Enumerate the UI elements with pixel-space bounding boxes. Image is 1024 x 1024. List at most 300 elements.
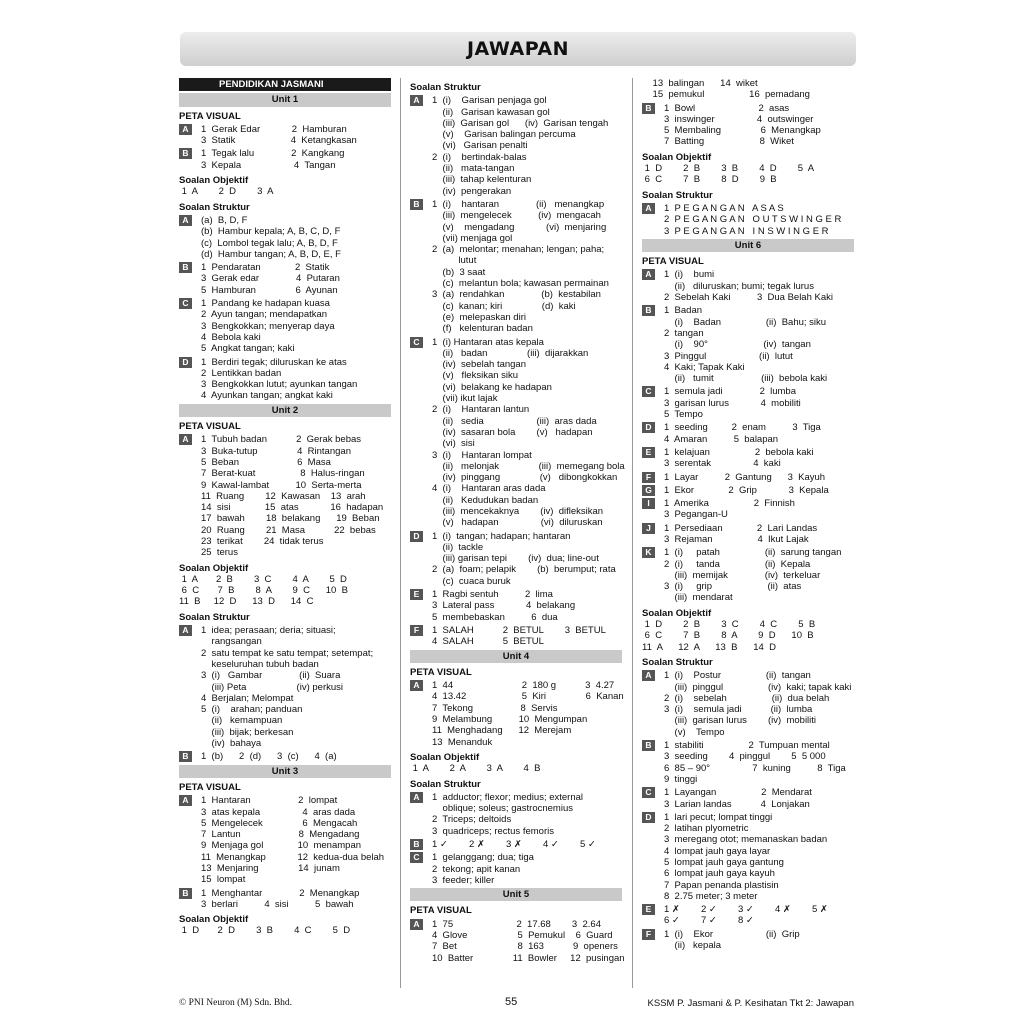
answer-group: [179, 357, 391, 402]
section-letter-badge: K: [642, 547, 655, 558]
answer-group: [410, 792, 622, 837]
answer-row: 11 B 12 D 13 D 14 C: [179, 596, 314, 608]
answer-group: [642, 498, 854, 521]
answer-row: 3 serentak 4 kaki: [664, 458, 781, 470]
answer-row: (iv) sasaran bola (v) hadapan: [432, 426, 593, 438]
answer-row: 2 Sebelah Kaki 3 Dua Belah Kaki: [664, 292, 833, 304]
answer-row: 4 Amaran 5 balapan: [664, 433, 779, 445]
answer-row: 3 Pinggul (ii) lutut: [664, 350, 793, 362]
section-heading: PETA VISUAL: [410, 666, 472, 678]
section-letter-badge: A: [642, 269, 655, 280]
answer-row: 2 tekong; apit kanan: [432, 863, 521, 875]
section-heading: Soalan Struktur: [642, 656, 713, 668]
answer-row: (ii) badan (iii) dijarakkan: [432, 347, 589, 359]
answer-row: 9 Kawal-lambat 10 Serta-merta: [201, 479, 362, 491]
answer-row: (iii) pinggul (iv) kaki; tapak kaki: [664, 681, 852, 693]
answer-row: 1 44 2 180 g 3 4.27: [432, 680, 615, 692]
answer-row: 3 (a) rendahkan (b) kestabilan: [432, 289, 601, 301]
answer-row: 6 ✓ 7 ✓ 8 ✓: [664, 915, 754, 927]
footer-book-title: KSSM P. Jasmani & P. Kesihatan Tkt 2: Jawapan: [647, 998, 854, 1009]
unit-heading: Unit 1: [179, 93, 391, 106]
answer-row: 2 satu tempat ke satu tempat; setempat;: [201, 647, 374, 659]
answer-row: 1 P E G A N G A N A S A S: [664, 202, 784, 214]
answer-row: (iii) mengelecek (iv) mengacah: [432, 210, 601, 222]
section-letter-badge: A: [642, 203, 655, 214]
answer-row: 5 lompat jauh gaya gantung: [664, 857, 784, 868]
answer-row: 3 Pegangan-U: [664, 509, 728, 521]
answer-group: [179, 262, 391, 296]
section-letter-badge: C: [410, 337, 423, 348]
answer-row: 1 Tubuh badan 2 Gerak bebas: [201, 434, 362, 446]
answer-row: 1 (i) hantaran (ii) menangkap: [432, 198, 605, 210]
answer-row: 2 (i) tanda (ii) Kepala: [664, 558, 811, 570]
answer-row: 1 Tegak lalu 2 Kangkang: [201, 148, 345, 160]
section-letter-badge: A: [410, 919, 423, 930]
section-letter-badge: J: [642, 523, 655, 534]
answer-row: 1 ✗ 2 ✓ 3 ✓ 4 ✗ 5 ✗: [664, 904, 828, 916]
section-letter-badge: A: [642, 670, 655, 681]
answer-row: (ii) Garisan kawasan gol: [432, 106, 550, 118]
answer-row: 10 Batter 11 Bowler 12 pusingan: [432, 952, 625, 964]
answer-row: 3 Rejaman 4 Ikut Lajak: [664, 533, 809, 545]
section-letter-badge: B: [179, 751, 192, 762]
answer-row: 5 Tempo: [664, 409, 703, 421]
answer-group: [642, 670, 854, 738]
answer-row: 7 Batting 8 Wiket: [664, 136, 794, 148]
section-heading: PETA VISUAL: [410, 905, 472, 917]
answer-row: 4 13.42 5 Kiri 6 Kanan: [432, 691, 624, 703]
section-letter-badge: D: [179, 357, 192, 368]
answer-group: [179, 148, 391, 171]
answer-row: 7 Bet 8 163 9 openers: [432, 941, 618, 953]
answer-group: [410, 625, 622, 648]
answer-row: 13 Menjaring 14 junam: [201, 863, 340, 874]
answer-row: (v) mengadang (vi) menjaring: [432, 221, 607, 233]
answer-group: [410, 336, 625, 529]
answer-group: [410, 680, 622, 748]
answer-row: 1 (i) Postur (ii) tangan: [664, 670, 811, 682]
section-letter-badge: A: [410, 792, 423, 803]
answer-row: (iii) garisan tepi (iv) dua; line-out: [432, 553, 599, 565]
answer-group: [410, 95, 622, 197]
answer-row: 11 Menangkap 12 kedua-dua belah: [201, 851, 385, 863]
unit-heading: Unit 2: [179, 404, 391, 417]
section-heading: Soalan Objektif: [179, 914, 249, 926]
answer-row: (ii) sedia (iii) aras dada: [432, 415, 597, 427]
answer-row: 2 tangan: [664, 327, 704, 339]
answer-row: 1 D 2 B 3 C 4 C 5 B: [642, 619, 816, 631]
answer-group: [642, 787, 854, 810]
answer-group: [642, 547, 854, 603]
answer-row: 3 quadriceps; rectus femoris: [432, 825, 554, 837]
section-letter-badge: B: [642, 305, 655, 316]
answer-row: (iii) mencekaknya (iv) difleksikan: [432, 505, 604, 517]
answer-row: 6 lompat jauh gaya kayuh: [664, 868, 775, 880]
answer-row: 3 Bengkokkan lutut; ayunkan tangan: [201, 379, 358, 391]
answer-row: 4 (i) Hantaran aras dada: [432, 483, 546, 495]
answer-row: oblique; soleus; gastrocnemius: [432, 803, 573, 815]
answer-row: 1 Berdiri tegak; diluruskan ke atas: [201, 356, 347, 368]
answer-row: 25 terus: [201, 547, 238, 559]
answer-row: (vi) Garisan penalti: [432, 140, 528, 152]
answer-row: 5 Hamburan 6 Ayunan: [201, 284, 338, 296]
section-letter-badge: C: [642, 386, 655, 397]
answer-row: 1 D 2 B 3 B 4 D 5 A: [642, 163, 815, 175]
answer-row: 2 (i) Hantaran lantun: [432, 404, 530, 416]
answer-group: [642, 929, 854, 952]
answer-row: (i) 90° (iv) tangan: [664, 339, 811, 351]
answer-row: (iv) pinggang (v) dibongkokkan: [432, 472, 618, 484]
section-heading: Soalan Objektif: [410, 751, 480, 763]
answer-row: (iv) sebelah tangan: [432, 359, 526, 371]
section-letter-badge: D: [410, 531, 423, 542]
section-letter-badge: A: [179, 625, 192, 636]
answer-row: (a) B, D, F: [201, 214, 248, 226]
answer-row: 7 Berat-kuat 8 Halus-ringan: [201, 468, 365, 480]
column-divider: [400, 78, 401, 988]
answer-group: [410, 852, 622, 886]
unit-heading: Unit 5: [410, 888, 622, 901]
answer-row: (v) hadapan (vi) diluruskan: [432, 517, 603, 529]
section-letter-badge: B: [179, 262, 192, 273]
answer-group: [179, 625, 391, 749]
answer-row: 3 berlari 4 sisi 5 bawah: [201, 898, 354, 910]
answer-row: 3 (i) Hantaran lompat: [432, 449, 532, 461]
answer-row: 7 Papan penanda plastisin: [664, 879, 779, 891]
answer-row: 3 (i) grip (ii) atas: [664, 581, 802, 593]
answer-row: (vi) belakang ke hadapan: [432, 381, 552, 393]
section-letter-badge: C: [410, 852, 423, 863]
answer-row: 6 C 7 B 8 D 9 B: [642, 174, 777, 186]
section-heading: Soalan Objektif: [642, 151, 712, 163]
section-letter-badge: F: [642, 929, 655, 940]
answer-row: 3 Statik 4 Ketangkasan: [201, 135, 357, 147]
answer-row: (v) fleksikan siku: [432, 370, 519, 382]
answer-group: [179, 751, 391, 762]
answer-row: 1 Ragbi sentuh 2 lima: [432, 589, 553, 601]
answer-row: 1 Hantaran 2 lompat: [201, 795, 338, 807]
section-letter-badge: A: [410, 95, 423, 106]
answer-row: lutut: [432, 255, 477, 267]
answer-row: 1 ✓ 2 ✗ 3 ✗ 4 ✓ 5 ✓: [432, 839, 596, 850]
answer-row: 4 Bebola kaki: [201, 331, 261, 343]
answer-row: 4 lompat jauh gaya layar: [664, 845, 771, 857]
answer-group: [642, 203, 854, 237]
section-letter-badge: B: [642, 103, 655, 114]
answer-row: 1 (i) patah (ii) sarung tangan: [664, 547, 842, 559]
answer-row: 2 Ayun tangan; mendapatkan: [201, 309, 328, 321]
answer-row: 3 Lateral pass 4 belakang: [432, 600, 576, 612]
answer-column-2: [410, 78, 625, 964]
answer-row: 6 85 – 90° 7 kuning 8 Tiga: [664, 762, 846, 774]
answer-row: (b) 3 saat: [432, 266, 486, 278]
answer-row: 4 Kaki; Tapak Kaki: [664, 361, 745, 373]
answer-row: 2 P E G A N G A N O U T S W I N G E R: [664, 214, 842, 226]
answer-row: (c) kanan; kiri (d) kaki: [432, 300, 576, 312]
answer-row: 3 (i) Gambar (ii) Suara: [201, 670, 341, 682]
answer-group: [410, 199, 622, 335]
answer-row: (ii) mata-tangan: [432, 163, 515, 175]
answer-row: 3 meregang otot; memanaskan badan: [664, 834, 828, 846]
answer-group: [642, 447, 854, 470]
section-letter-badge: A: [179, 215, 192, 226]
section-letter-badge: D: [642, 812, 655, 823]
answer-row: (iii) memijak (iv) terkeluar: [664, 569, 821, 581]
answer-row: 1 A 2 B 3 C 4 A 5 D: [179, 573, 347, 585]
answer-row: keseluruhan tubuh badan: [201, 658, 319, 670]
section-letter-badge: F: [410, 625, 423, 636]
footer-copyright: © PNI Neuron (M) Sdn. Bhd.: [179, 998, 293, 1008]
answer-row: 1 semula jadi 2 lumba: [664, 386, 797, 398]
section-letter-badge: E: [642, 447, 655, 458]
answer-row: 11 A 12 A 13 B 14 D: [642, 641, 776, 653]
answer-group: [179, 215, 391, 260]
answer-row: 1 gelanggang; dua; tiga: [432, 852, 534, 864]
answer-row: (e) melepaskan diri: [432, 311, 526, 323]
answer-row: (vii) menjaga gol: [432, 232, 513, 244]
answer-row: (ii) melonjak (iii) memegang bola: [432, 460, 625, 472]
section-heading: Soalan Struktur: [179, 201, 250, 213]
answer-row: 1 Badan: [664, 305, 703, 317]
answer-row: (iii) Garisan gol (iv) Garisan tengah: [432, 117, 609, 129]
answer-row: 3 Larian landas 4 Lonjakan: [664, 798, 810, 810]
section-heading: PETA VISUAL: [179, 781, 241, 793]
answer-group: [642, 812, 854, 902]
answer-row: 6 C 7 B 8 A 9 C 10 B: [179, 585, 348, 597]
answer-row: 1 Layangan 2 Mendarat: [664, 787, 812, 799]
section-letter-badge: B: [179, 888, 192, 899]
answer-row: 5 Membaling 6 Menangkap: [664, 125, 821, 137]
section-heading: PETA VISUAL: [179, 421, 241, 433]
section-heading: Soalan Objektif: [179, 562, 249, 574]
answer-row: (ii) diluruskan; bumi; tegak lurus: [664, 280, 814, 292]
answer-row: 5 membebaskan 6 dua: [432, 611, 558, 623]
answer-row: 15 pemukul 16 pemadang: [642, 89, 810, 101]
section-letter-badge: A: [410, 680, 423, 691]
answer-row: 9 tinggi: [664, 773, 698, 785]
section-letter-badge: E: [642, 904, 655, 915]
answer-row: 9 Menjaga gol 10 menampan: [201, 840, 362, 852]
answer-row: 3 seeding 4 pinggul 5 5 000: [664, 751, 826, 763]
subject-heading: PENDIDIKAN JASMANI: [179, 78, 391, 91]
answer-row: rangsangan: [201, 636, 262, 648]
answer-row: (vii) ikut lajak: [432, 393, 498, 405]
answer-row: 1 lari pecut; lompat tinggi: [664, 811, 773, 823]
answer-group: [410, 918, 625, 964]
answer-row: 1 A 2 A 3 A 4 B: [410, 763, 541, 775]
answer-row: 14 sisi 15 atas 16 hadapan: [201, 502, 384, 514]
answer-row: (c) Lombol tegak lalu; A, B, D, F: [201, 237, 338, 249]
answer-group: [642, 904, 854, 927]
answer-row: 1 idea; perasaan; deria; situasi;: [201, 625, 336, 637]
answer-group: [410, 531, 622, 587]
answer-row: 1 adductor; flexor; medius; external: [432, 791, 584, 803]
answer-row: 1 (i) bumi: [664, 269, 715, 281]
page-number: 55: [505, 996, 518, 1008]
answer-row: 1 75 2 17.68 3 2.64: [432, 918, 601, 930]
answer-row: 3 atas kepala 4 aras dada: [201, 806, 356, 818]
answer-row: (ii) tumit (iii) bebola kaki: [664, 373, 828, 385]
section-heading: Soalan Objektif: [179, 175, 249, 187]
section-heading: Soalan Struktur: [179, 611, 250, 623]
answer-group: [642, 422, 854, 445]
answer-row: (f) kelenturan badan: [432, 323, 533, 335]
answer-row: 1 Menghantar 2 Menangkap: [201, 887, 360, 899]
answer-row: 1 Bowl 2 asas: [664, 102, 790, 114]
answer-row: 2 (i) sebelah (ii) dua belah: [664, 692, 830, 704]
answer-group: [179, 795, 391, 885]
answer-row: 13 Menanduk: [432, 736, 493, 748]
section-letter-badge: A: [179, 124, 192, 135]
unit-heading: Unit 4: [410, 650, 622, 663]
answer-row: 23 terikat 24 tidak terus: [201, 535, 324, 547]
answer-group: [642, 485, 854, 496]
answer-row: 1 Pendaratan 2 Statik: [201, 262, 330, 274]
column-divider: [632, 78, 633, 988]
answer-row: (ii) kemampuan: [201, 715, 283, 727]
section-letter-badge: B: [410, 839, 423, 850]
answer-row: 6 C 7 B 8 A 9 D 10 B: [642, 630, 814, 642]
section-letter-badge: F: [642, 472, 655, 483]
answer-row: 4 Berjalan; Melompat: [201, 692, 294, 704]
answer-row: 2 Triceps; deltoids: [432, 814, 512, 826]
answer-row: (d) Hambur tangan; A, B, D, E, F: [201, 248, 341, 260]
answer-column-1: [179, 78, 391, 937]
answer-row: 1 (i) Garisan penjaga gol: [432, 95, 547, 107]
answer-group: [642, 269, 854, 303]
answer-row: 1 (i) Ekor (ii) Grip: [664, 928, 800, 940]
answer-row: 2 (i) bertindak-balas: [432, 151, 527, 163]
answer-row: (ii) kepala: [664, 940, 722, 952]
answer-row: 4 Ayunkan tangan; angkat kaki: [201, 390, 333, 402]
section-heading: Soalan Objektif: [642, 607, 712, 619]
answer-row: 1 Persediaan 2 Lari Landas: [664, 522, 818, 534]
answer-row: 3 garisan lurus 4 mobiliti: [664, 397, 801, 409]
answer-row: 2 (a) foam; pelapik (b) berumput; rata: [432, 564, 616, 576]
answer-row: 17 bawah 18 belakang 19 Beban: [201, 513, 380, 525]
answer-row: 3 (i) semula jadi (ii) lumba: [664, 704, 813, 716]
answer-row: (iii) mendarat: [664, 592, 733, 604]
answer-row: (i) Badan (ii) Bahu; siku: [664, 316, 827, 328]
answer-row: 3 Bengkokkan; menyerap daya: [201, 320, 335, 332]
section-heading: Soalan Struktur: [410, 778, 481, 790]
section-letter-badge: B: [410, 199, 423, 210]
section-letter-badge: D: [642, 422, 655, 433]
answer-row: 4 SALAH 5 BETUL: [432, 636, 544, 648]
section-letter-badge: E: [410, 589, 423, 600]
answer-group: [642, 472, 854, 483]
answer-row: 1 Layar 2 Gantung 3 Kayuh: [664, 471, 826, 483]
answer-row: 3 Kepala 4 Tangan: [201, 159, 336, 171]
unit-heading: Unit 6: [642, 239, 854, 252]
answer-row: 1 SALAH 2 BETUL 3 BETUL: [432, 624, 606, 636]
section-heading: PETA VISUAL: [179, 110, 241, 122]
section-letter-badge: A: [179, 795, 192, 806]
answer-row: 2 latihan plyometric: [664, 823, 749, 835]
answer-row: 8 2.75 meter; 3 meter: [664, 890, 758, 902]
answer-row: 1 (i) Hantaran atas kepala: [432, 336, 544, 348]
section-letter-badge: B: [179, 148, 192, 159]
answer-group: [179, 124, 391, 147]
answer-row: 3 feeder; killer: [432, 874, 495, 886]
answer-row: 5 Beban 6 Masa: [201, 456, 331, 468]
unit-heading: Unit 3: [179, 765, 391, 778]
answer-row: (c) cuaca buruk: [432, 575, 511, 587]
answer-row: 2 Lentikkan badan: [201, 367, 282, 379]
answer-row: 1 Pandang ke hadapan kuasa: [201, 298, 330, 310]
answer-group: [179, 434, 391, 558]
answer-row: (v) Garisan balingan percuma: [432, 129, 576, 141]
answer-row: (ii) Kedudukan badan: [432, 494, 539, 506]
answer-row: (v) Tempo: [664, 726, 725, 738]
answer-row: 7 Lantun 8 Mengadang: [201, 829, 360, 841]
answer-row: 15 lompat: [201, 874, 246, 886]
answer-row: 5 Angkat tangan; kaki: [201, 343, 295, 355]
answer-row: 1 Ekor 2 Grip 3 Kepala: [664, 484, 829, 496]
answer-row: 3 P E G A N G A N I N S W I N G E R: [664, 225, 829, 237]
answer-group: [642, 103, 854, 148]
answer-row: 1 A 2 D 3 A: [179, 186, 274, 198]
answer-row: (iii) garisan lurus (iv) mobiliti: [664, 715, 817, 727]
section-letter-badge: G: [642, 485, 655, 496]
section-letter-badge: C: [179, 298, 192, 309]
answer-group: [642, 523, 854, 546]
answer-row: 1 Amerika 2 Finnish: [664, 498, 795, 510]
answer-row: (vi) sisi: [432, 438, 475, 450]
title-banner: [180, 32, 856, 66]
answer-row: (b) Hambur kepala; A, B, C, D, F: [201, 226, 341, 238]
section-letter-badge: B: [642, 740, 655, 751]
answer-row: 3 inswinger 4 outswinger: [664, 113, 814, 125]
section-letter-badge: I: [642, 498, 655, 509]
section-heading: Soalan Struktur: [410, 82, 481, 93]
answer-row: (iv) bahaya: [201, 738, 262, 750]
answer-row: 1 seeding 2 enam 3 Tiga: [664, 422, 821, 434]
answer-row: (iii) bijak; berkesan: [201, 726, 294, 738]
answer-row: 1 (i) tangan; hadapan; hantaran: [432, 530, 571, 542]
answer-group: [642, 305, 854, 384]
answer-row: 2 (a) melontar; menahan; lengan; paha;: [432, 244, 605, 256]
answer-group: [410, 839, 622, 850]
answer-row: 4 Glove 5 Pemukul 6 Guard: [432, 930, 613, 942]
answer-row: 1 (b) 2 (d) 3 (c) 4 (a): [201, 751, 337, 763]
answer-row: 9 Melambung 10 Mengumpan: [432, 714, 588, 726]
answer-row: (c) melantun bola; kawasan permainan: [432, 278, 609, 290]
section-heading: Soalan Struktur: [642, 189, 713, 201]
answer-group: [410, 589, 622, 623]
answer-row: (ii) tackle: [432, 541, 484, 553]
answer-row: 13 balingan 14 wiket: [642, 78, 758, 89]
answer-row: 11 Menghadang 12 Merejam: [432, 725, 572, 737]
answer-row: 3 Buka-tutup 4 Rintangan: [201, 445, 351, 457]
answer-group: [642, 740, 854, 785]
page-title: JAWAPAN: [466, 38, 570, 60]
answer-row: 20 Ruang 21 Masa 22 bebas: [201, 524, 376, 536]
answer-row: 1 D 2 D 3 B 4 C 5 D: [179, 925, 351, 937]
answer-group: [179, 888, 391, 911]
answer-row: (iii) Peta (iv) perkusi: [201, 681, 343, 693]
answer-row: 1 Gerak Edar 2 Hamburan: [201, 123, 347, 135]
section-letter-badge: A: [179, 434, 192, 445]
answer-row: 5 Mengelecek 6 Mengacah: [201, 817, 358, 829]
section-letter-badge: C: [642, 787, 655, 798]
answer-row: 1 kelajuan 2 bebola kaki: [664, 446, 814, 458]
answer-row: 7 Tekong 8 Servis: [432, 702, 558, 714]
answer-row: (iv) pengerakan: [432, 185, 512, 197]
answer-row: 3 Gerak edar 4 Putaran: [201, 273, 340, 285]
answer-group: [179, 298, 391, 354]
section-heading: PETA VISUAL: [642, 256, 704, 268]
